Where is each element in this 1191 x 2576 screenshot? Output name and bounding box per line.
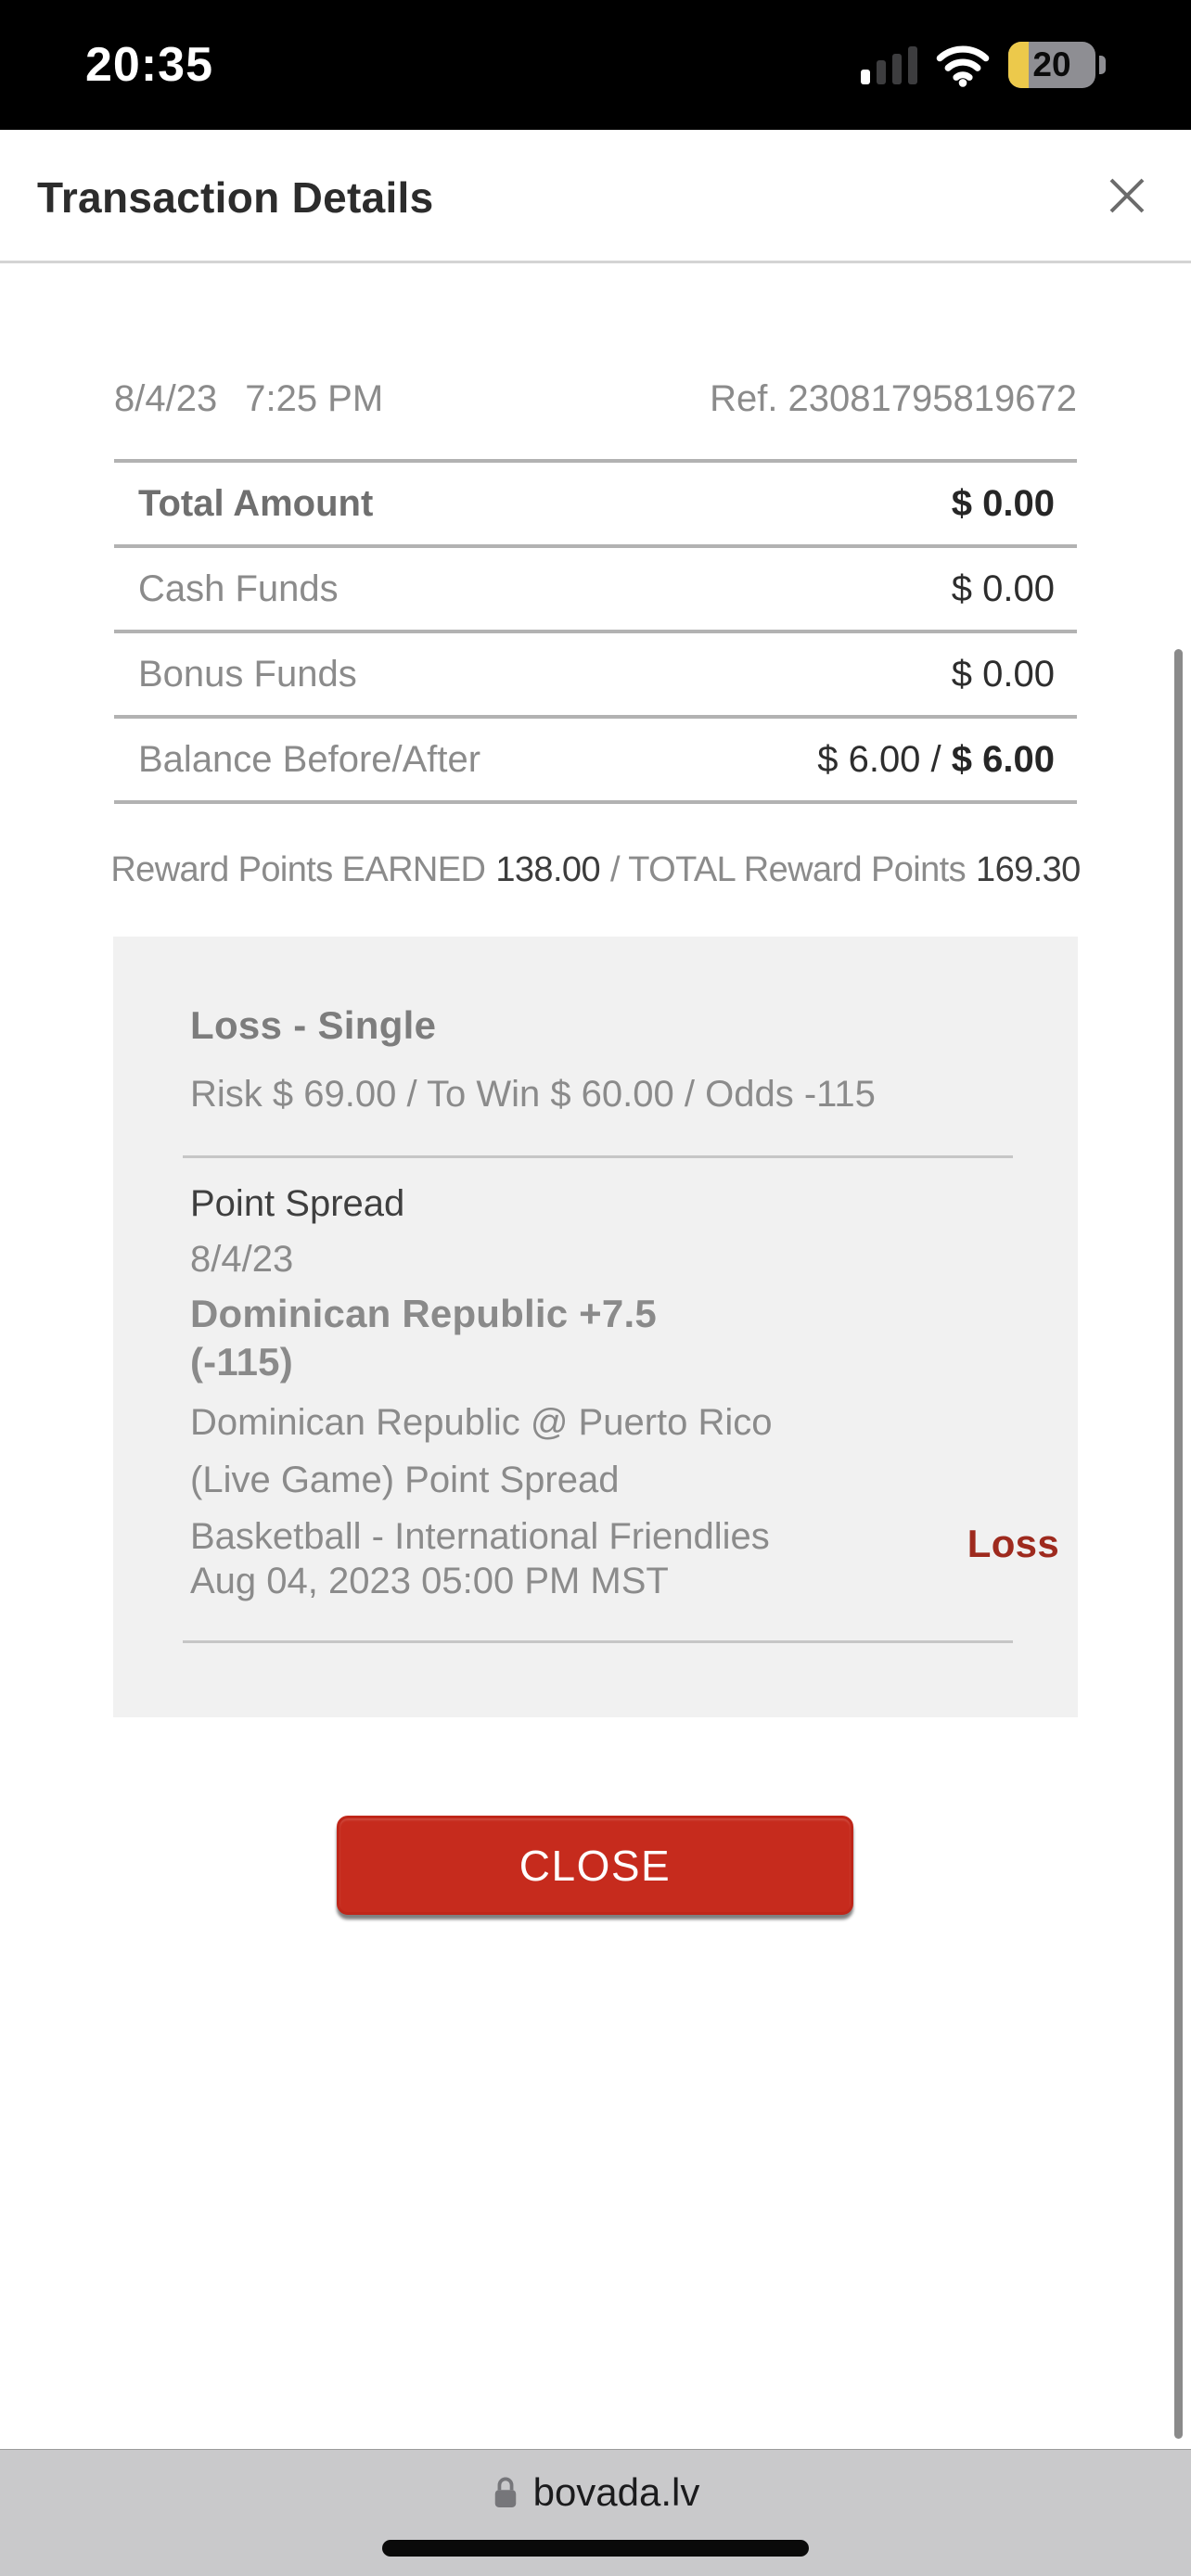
row-label: Total Amount [138, 482, 374, 524]
bet-selection: Dominican Republic +7.5 (-115) [190, 1292, 657, 1384]
reward-points-line [110, 844, 1081, 896]
table-row: Balance Before/After $ 6.00 / $ 6.00 [114, 719, 1077, 804]
scrollbar-thumb[interactable] [1174, 649, 1183, 2439]
battery-icon [1008, 42, 1095, 88]
address-bar[interactable] [0, 2470, 1191, 2515]
row-value: $ 0.00 [951, 482, 1055, 524]
amounts-table [114, 459, 1077, 804]
page-title: Transaction Details [37, 173, 434, 222]
table-row [114, 633, 1077, 719]
row-label: Bonus Funds [138, 653, 357, 695]
date-ref-row [114, 378, 1077, 420]
reward-total-value: 169.30 [976, 849, 1081, 889]
bet-card [113, 937, 1078, 1717]
bet-result-title: Loss - Single [190, 1003, 437, 1047]
modal-header [0, 130, 1191, 263]
lock-icon [492, 2474, 519, 2511]
card-divider [183, 1155, 1013, 1158]
wifi-icon [934, 43, 992, 87]
transaction-ref: Ref. 23081795819672 [710, 378, 1077, 419]
bet-event-info: Basketball - International Friendlies Aug 04, 2023 05:00 PM MST [190, 1516, 770, 1601]
battery-nub [1099, 56, 1106, 74]
row-value: $ 6.00 / [817, 738, 952, 780]
bet-summary: Risk $ 69.00 / To Win $ 60.00 / Odds -115 [190, 1074, 876, 1115]
site-domain: bovada.lv [532, 2470, 700, 2514]
cellular-signal-icon [861, 45, 917, 84]
row-value: $ 0.00 [951, 567, 1055, 609]
bet-date: 8/4/23 [190, 1239, 294, 1280]
bet-type: Point Spread [190, 1183, 405, 1224]
table-row [114, 548, 1077, 633]
row-label: Balance Before/After [138, 738, 481, 780]
bet-market: (Live Game) Point Spread [190, 1460, 620, 1500]
battery-percent: 20 [1032, 45, 1071, 83]
transaction-date: 8/4/23 [114, 378, 218, 419]
bet-matchup: Dominican Republic @ Puerto Rico [190, 1402, 773, 1443]
reward-total-label: / TOTAL Reward Points [610, 849, 967, 889]
home-indicator[interactable] [382, 2540, 809, 2557]
status-time: 20:35 [85, 38, 213, 92]
row-label: Cash Funds [138, 567, 339, 609]
transaction-datetime [114, 378, 383, 420]
close-button-label: CLOSE [519, 1841, 672, 1890]
close-icon[interactable] [1106, 174, 1148, 217]
card-divider [183, 1640, 1013, 1643]
bet-result-badge: Loss [967, 1522, 1059, 1565]
close-button[interactable] [337, 1816, 853, 1915]
reward-earned-label: Reward Points EARNED [110, 849, 486, 889]
status-icons [861, 39, 1106, 91]
row-value: $ 0.00 [951, 653, 1055, 695]
bet-event-row [190, 1514, 1078, 1603]
status-bar [0, 0, 1191, 130]
table-row [114, 463, 1077, 548]
reward-earned-value: 138.00 [495, 849, 600, 889]
browser-bar [0, 2449, 1191, 2576]
transaction-time: 7:25 PM [245, 378, 384, 419]
